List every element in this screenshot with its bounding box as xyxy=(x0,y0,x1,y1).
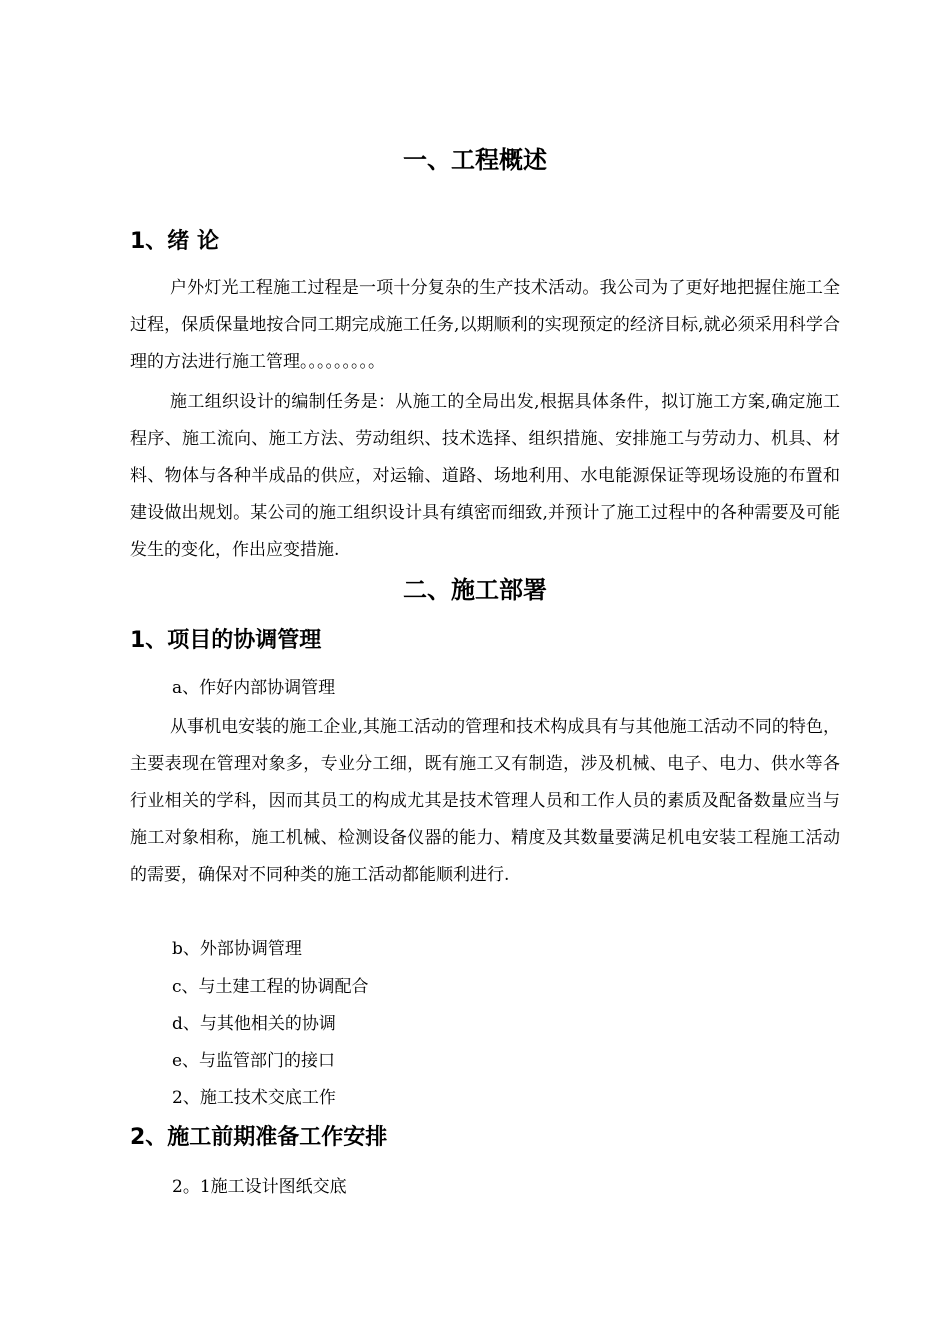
list-item-external-coordination: b、外部协调管理 xyxy=(172,939,302,959)
list-item-internal-coordination: a、作好内部协调管理 xyxy=(172,678,336,698)
paragraph-intro-1: 户外灯光工程施工过程是一项十分复杂的生产技术活动。我公司为了更好地把握住施工全过程，保质保量地按合同工期完成施工任务,以期顺利的实现预定的经济目标,就必须采用科学合理的方法进行施工管理。。。。。。。。。 xyxy=(130,278,840,372)
list-item-supervision-interface: e、与监管部门的接口 xyxy=(172,1051,336,1071)
paragraph-intro-2: 施工组织设计的编制任务是：从施工的全局出发,根据具体条件，拟订施工方案,确定施工程序、施工流向、施工方法、劳动组织、技术选择、组织措施、安排施工与劳动力、机具、材料、物体与各种半成品的供应，对运输、道路、场地利用、水电能源保证等现场设施的布置和建设做出规划。某公司的施工组织设计具有缜密而细致,并预计了施工过程中的各种需要及可能发生的变化，作出应变措施. xyxy=(130,392,840,560)
paragraph-coordination: 从事机电安装的施工企业,其施工活动的管理和技术构成具有与其他施工活动不同的特色，主要表现在管理对象多，专业分工细，既有施工又有制造，涉及机械、电子、电力、供水等各行业相关的学科，因而其员工的构成尤其是技术管理人员和工作人员的素质及配备数量应当与施工对象相称，施工机械、检测设备仪器的能力、精度及其数量要满足机电安装工程施工活动的需要，确保对不同种类的施工活动都能顺利进行. xyxy=(130,717,840,885)
section-title-deployment: 二、施工部署 xyxy=(403,576,547,604)
list-item-drawing-briefing: 2。1施工设计图纸交底 xyxy=(172,1177,347,1197)
heading-project-coordination: 1、项目的协调管理 xyxy=(130,628,322,653)
list-item-technical-briefing: 2、施工技术交底工作 xyxy=(172,1088,336,1108)
list-item-other-coordination: d、与其他相关的协调 xyxy=(172,1014,336,1034)
heading-preparation: 2、施工前期准备工作安排 xyxy=(130,1125,388,1150)
section-title-overview: 一、工程概述 xyxy=(403,146,547,174)
list-item-civil-coordination: c、与土建工程的协调配合 xyxy=(172,977,369,997)
heading-introduction: 1、绪 论 xyxy=(130,229,219,254)
